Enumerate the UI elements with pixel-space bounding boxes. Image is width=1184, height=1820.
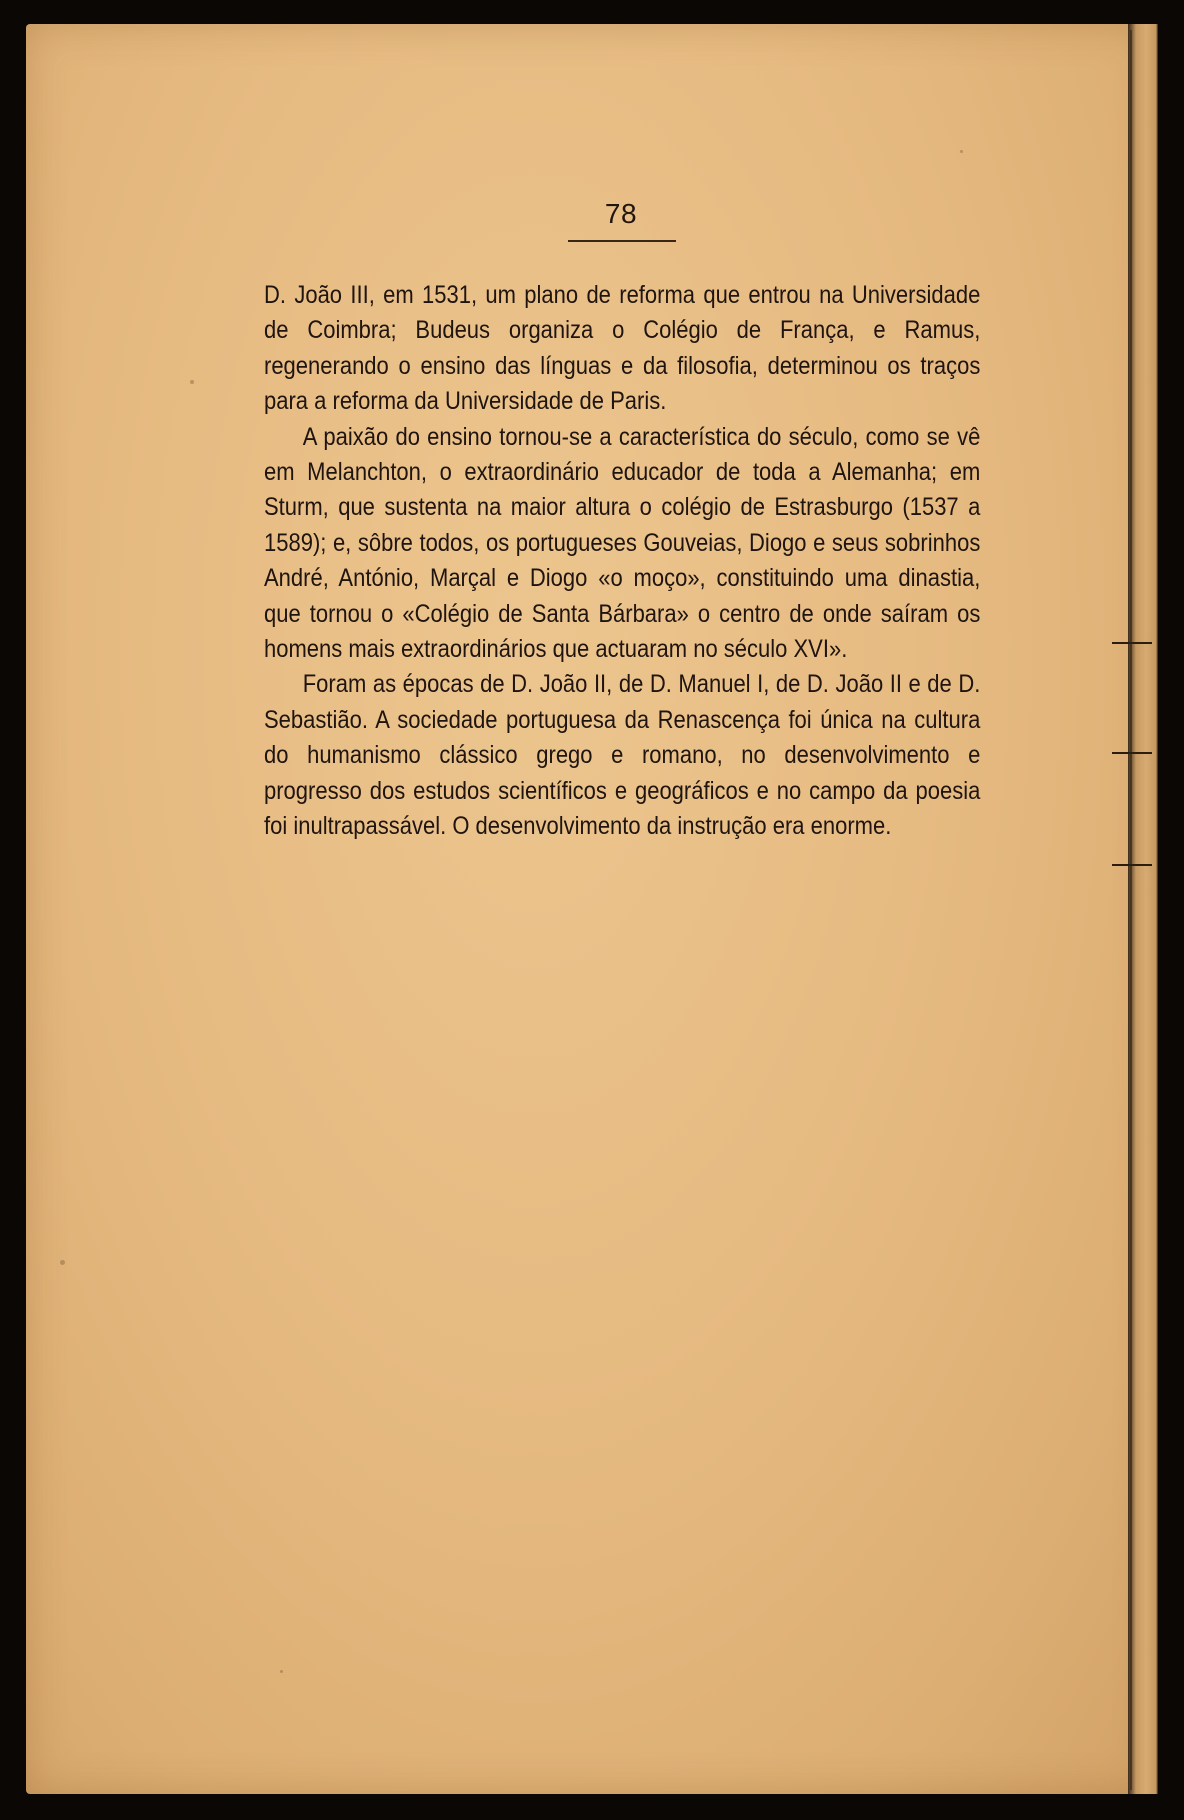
paper-speck: [960, 150, 963, 153]
spine-edge: [1128, 24, 1158, 1794]
paragraph-2: A paixão do ensino tornou-se a característica do século, como se vê em Melanchton, o extraordinário educador de toda a Alemanha; em Sturm, que sustenta na maior altura o colégio de Estrasburgo (1537 a 1589); e, sôbre todos, os portugueses Gouveias, Diogo e seus sobrinhos André, António, Marçal e Diogo «o moço», constituindo uma dinastia, que tornou o «Colégio de Santa Bárbara» o centro de onde saíram os homens mais extraordinários que actuaram no século XVI».: [264, 422, 981, 664]
page-number-rule: [568, 240, 676, 242]
paper-speck: [280, 1670, 283, 1673]
paper-speck: [60, 1260, 65, 1265]
body-text: [264, 278, 980, 845]
spine-fold-line: [1130, 30, 1132, 1790]
binding-mark: [1112, 864, 1152, 866]
paragraph-1: D. João III, em 1531, um plano de reforma que entrou na Universidade de Coimbra; Budeus organiza o Colégio de França, e Ramus, regenerando o ensino das línguas e da filosofia, determinou os traços para a reforma da Universidade de Paris.: [264, 281, 981, 416]
paragraph-3: Foram as épocas de D. João II, de D. Manuel I, de D. João II e de D. Sebastião. A sociedade portuguesa da Renascença foi única na cultura do humanismo clássico grego e romano, no desenvolvimento e progresso dos estudos scientíficos e geográficos e no campo da poesia foi inultrapassável. O desenvolvimento da instrução era enorme.: [264, 670, 981, 841]
binding-mark: [1112, 752, 1152, 754]
page-number: 78: [604, 198, 638, 229]
binding-mark: [1112, 642, 1152, 644]
paper-speck: [190, 380, 194, 384]
